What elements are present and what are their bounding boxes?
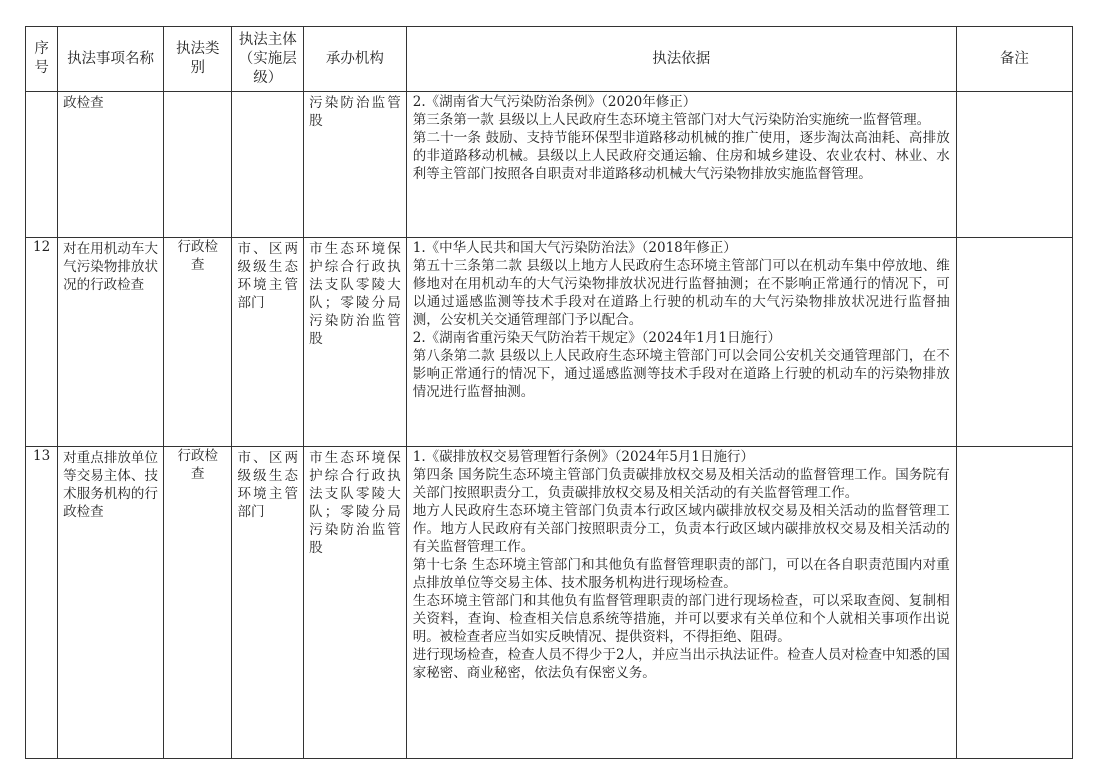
row-basis [406, 92, 956, 238]
basis-paragraph: 2.《湖南省大气污染防治条例》（2020年修正） [412, 94, 697, 110]
table-row [26, 92, 1073, 238]
row-name-text: 对在用机动车大气污染物排放状况的行政检查 [63, 241, 158, 293]
basis-paragraph: 生态环境主管部门和其他负有监督管理职责的部门进行现场检查，可以采取查阅、复制相关资料，查询、检查相关信息系统等措施，并可以要求有关单位和个人就相关事项作出说明。被检查者应当如实反映情况、提供资料，不得拒绝、阻碍。 [412, 593, 950, 645]
basis-paragraph: 第八条第二款 县级以上人民政府生态环境主管部门可以会同公安机关交通管理部门，在不影响正常通行的情况下，通过遥感监测等技术手段对在道路上行驶的机动车的污染物排放情况进行监督抽测。 [412, 348, 950, 400]
row-seq: 12 [26, 238, 58, 447]
row-remark [956, 447, 1072, 759]
row-basis-text [407, 447, 956, 682]
basis-paragraph: 第五十三条第二款 县级以上地方人民政府生态环境主管部门可以在机动车集中停放地、维修地对在用机动车的大气污染物排放状况进行监督抽测；在不影响正常通行的情况下，可以通过遥感监测等技术手段对在道路上行驶的机动车的大气污染物排放状况进行监督抽测，公安机关交通管理部门予以配合。 [412, 258, 950, 328]
row-type [163, 447, 231, 759]
basis-paragraph: 第二十一条 鼓励、支持节能环保型非道路移动机械的推广使用，逐步淘汰高油耗、高排放的非道路移动机械。县级以上人民政府交通运输、住房和城乡建设、农业农村、林业、水利等主管部门按照各自职责对非道路移动机械大气污染物排放实施监督管理。 [412, 130, 950, 182]
row-subject-text: 市、区两级级生态环境主管部门 [237, 450, 299, 520]
row-basis-text [407, 92, 956, 183]
row-agency [304, 92, 407, 238]
header-seq: 序号 [26, 27, 58, 92]
basis-paragraph: 地方人民政府生态环境主管部门负责本行政区域内碳排放权交易及相关活动的监督管理工作。地方人民政府有关部门按照职责分工，负责本行政区域内碳排放权交易及相关活动的有关监督管理工作。 [412, 503, 950, 555]
row-agency-text: 市生态环境保护综合行政执法支队零陵大队；零陵分局污染防治监管股 [309, 450, 401, 556]
row-seq: 13 [26, 447, 58, 759]
basis-paragraph: 第三条第一款 县级以上人民政府生态环境主管部门对大气污染防治实施统一监督管理。 [412, 112, 931, 128]
row-name [58, 238, 164, 447]
basis-paragraph: 1.《中华人民共和国大气污染防治法》（2018年修正） [412, 240, 737, 256]
enforcement-table [25, 26, 1073, 759]
header-agency: 承办机构 [304, 27, 407, 92]
header-type: 执法类别 [163, 27, 231, 92]
header-name: 执法事项名称 [58, 27, 164, 92]
row-name [58, 447, 164, 759]
row-seq [26, 92, 58, 238]
basis-paragraph: 1.《碳排放权交易管理暂行条例》（2024年5月1日施行） [412, 449, 754, 465]
row-subject [232, 447, 304, 759]
basis-paragraph: 第四条 国务院生态环境主管部门负责碳排放权交易及相关活动的监督管理工作。国务院有关部门按照职责分工，负责碳排放权交易及相关活动的有关监督管理工作。 [412, 467, 950, 501]
row-subject-text: 市、区两级级生态环境主管部门 [237, 241, 299, 311]
row-type [163, 238, 231, 447]
row-remark [956, 92, 1072, 238]
header-subject: 执法主体（实施层级） [232, 27, 304, 92]
row-agency [304, 447, 407, 759]
row-subject [232, 92, 304, 238]
row-type-text: 行政检查 [177, 448, 218, 482]
row-agency [304, 238, 407, 447]
row-name-text: 政检查 [63, 95, 104, 111]
row-agency-text: 污染防治监管股 [309, 95, 401, 129]
row-type [163, 92, 231, 238]
row-basis [406, 447, 956, 759]
row-name [58, 92, 164, 238]
row-basis [406, 238, 956, 447]
row-type-text: 行政检查 [177, 239, 218, 273]
basis-paragraph: 2.《湖南省重污染天气防治若干规定》（2024年1月1日施行） [412, 330, 781, 346]
header-remark: 备注 [956, 27, 1072, 92]
header-row [26, 27, 1073, 92]
header-basis: 执法依据 [406, 27, 956, 92]
row-name-text: 对重点排放单位等交易主体、技术服务机构的行政检查 [63, 450, 158, 520]
row-subject [232, 238, 304, 447]
basis-paragraph: 第十七条 生态环境主管部门和其他负有监督管理职责的部门，可以在各自职责范围内对重点排放单位等交易主体、技术服务机构进行现场检查。 [412, 557, 950, 591]
basis-paragraph: 进行现场检查，检查人员不得少于2人，并应当出示执法证件。检查人员对检查中知悉的国家秘密、商业秘密，依法负有保密义务。 [412, 647, 950, 681]
table-row [26, 447, 1073, 759]
row-remark [956, 238, 1072, 447]
row-basis-text [407, 238, 956, 401]
table-row [26, 238, 1073, 447]
row-agency-text: 市生态环境保护综合行政执法支队零陵大队；零陵分局污染防治监管股 [309, 241, 401, 347]
